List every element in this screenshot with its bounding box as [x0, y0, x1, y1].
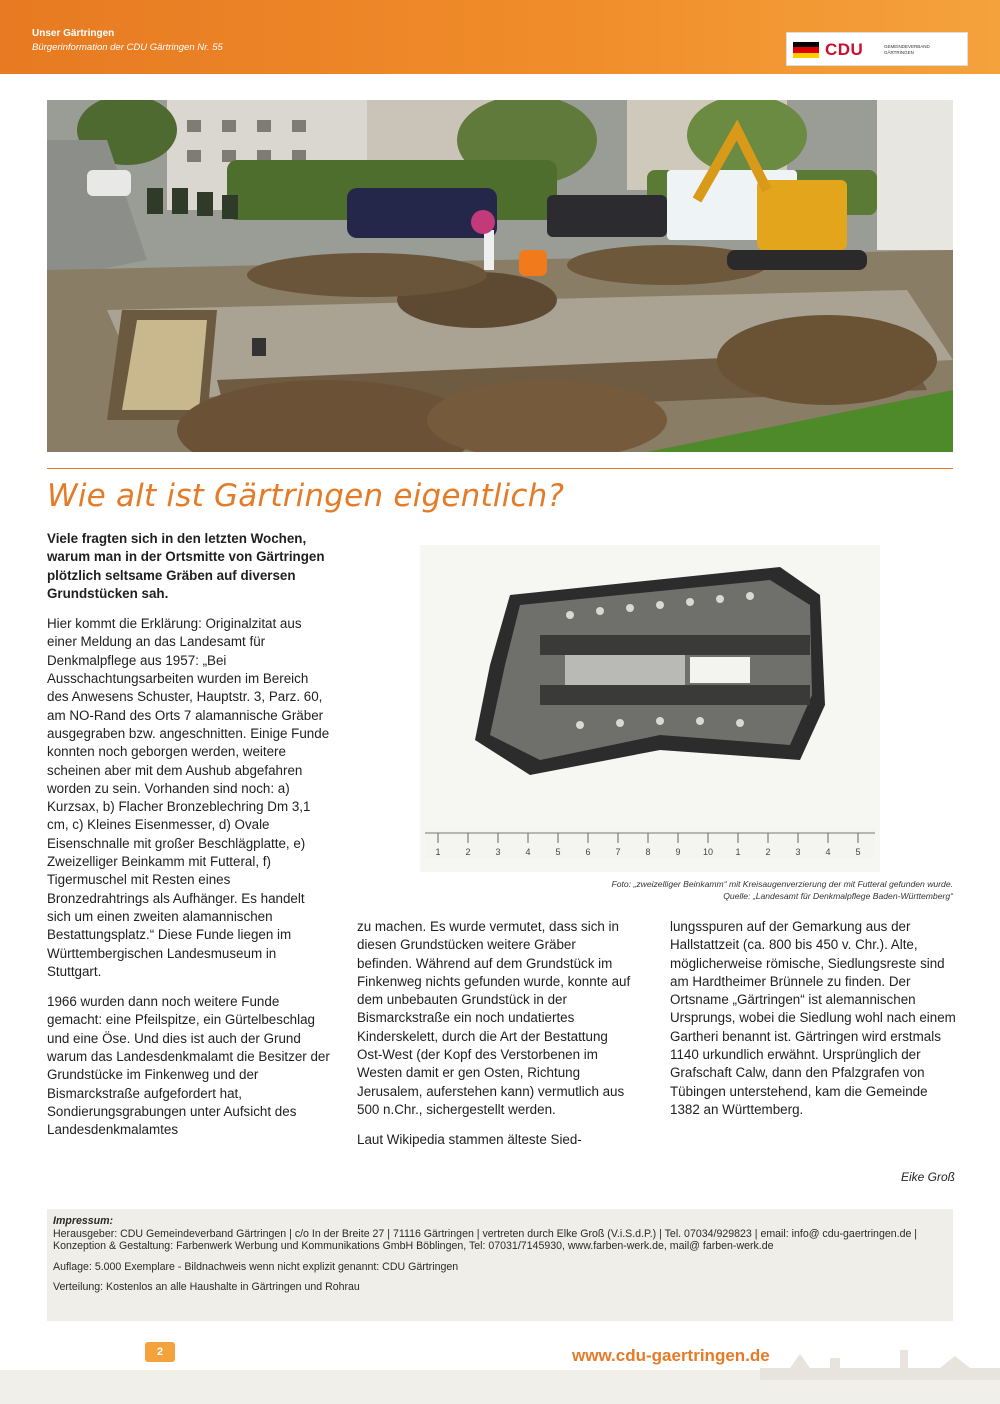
flag-icon	[793, 42, 819, 58]
ruler-label: 5	[855, 847, 861, 857]
header-band	[0, 0, 1000, 74]
ruler-label: 5	[555, 847, 561, 857]
ruler-label: 1	[435, 847, 441, 857]
article-paragraph-3: zu machen. Es wurde vermutet, dass sich in diesen Grundstücken weitere Gräber befinden. Während auf dem Grundstück im Finkenweg nichts gefunden wurde, konnte auf dem unbebauten Grundstück in der Bismarckstraße ein noch undatiertes Kinderskelett, durch die Art der Bestattung Ost-West (der Kopf des Verstorbenen im Westen damit er gen Osten, Richtung Jerusalem, auferstehen kann) vermutlich aus 500 n.Chr., sichergestellt werden.	[357, 919, 631, 1117]
publication-title: Unser Gärtringen	[32, 28, 115, 39]
website-link[interactable]: www.cdu-gaertringen.de	[572, 1346, 770, 1365]
page-number: 2	[145, 1342, 175, 1362]
ruler-label: 7	[615, 847, 621, 857]
ruler-label: 4	[525, 847, 531, 857]
article-author: Eike Groß	[900, 1170, 955, 1184]
excavation-photo	[47, 100, 953, 452]
article-paragraph-4: Laut Wikipedia stammen älteste Sied-	[357, 1132, 582, 1148]
imprint-publisher: Herausgeber: CDU Gemeindeverband Gärtringen | c/o In der Breite 27 | 71116 Gärtringen | vertreten durch Elke Groß (V.i.S.d.P.) | Tel. 07034/929823 | email: info@ cdu-gaertringen.de | Konzeption & Gestaltung: Farbenwerk Werbung und Kommunikations GmbH Böblingen, Tel: 07031/7145930, www.farben-werk.de, mail@ farben-werk.de	[53, 1227, 918, 1252]
ruler-label: 1	[735, 847, 741, 857]
logo-subtext: GEMEINDEVERBAND GÄRTRINGEN	[884, 44, 930, 55]
article-lead: Viele fragten sich in den letzten Wochen, warum man in der Ortsmitte von Gärtringen plötzlich seltsame Gräben auf diversen Grundstücken sah.	[47, 531, 325, 601]
imprint-distribution: Verteilung: Kostenlos an alle Haushalte in Gärtringen und Rohrau	[53, 1281, 360, 1293]
article-paragraph-5: lungsspuren auf der Gemarkung aus der Hallstattzeit (ca. 800 bis 450 v. Chr.). Alte, möglicherweise römische, Siedlungsreste sind am Hardtheimer Brünnele zu finden. Der Ortsname „Gärtringen“ ist alemannischen Ursprungs, wobei die Siedlung wohl nach einem Gartheri benannt ist. Gärtringen wird erstmals 1140 urkundlich erwähnt. Ursprünglich der Grafschaft Calw, dann den Pfalzgrafen von Tübingen unterstehend, kam die Gemeinde 1382 an Württemberg.	[670, 919, 956, 1117]
imprint-box	[47, 1209, 953, 1321]
caption-line-1: Foto: „zweizelliger Beinkamm“ mit Kreisaugenverzierung der mit Futteral gefunden wurde.	[611, 879, 953, 889]
imprint-edition: Auflage: 5.000 Exemplare - Bildnachweis wenn nicht explizit genannt: CDU Gärtringen	[53, 1260, 459, 1273]
ruler-label: 2	[465, 847, 471, 857]
ruler-label: 3	[795, 847, 801, 857]
article-paragraph-2: 1966 wurden dann noch weitere Funde gemacht: eine Pfeilspitze, ein Gürtelbeschlag und eine Öse. Und dies ist auch der Grund warum das Landesdenkmalamt die Besitzer der Grundstücke im Finkenweg und der Bismarckstraße aufgefordert hat, Sondierungsgrabungen unter Aufsicht des Landesdenkmalamtes	[47, 994, 330, 1138]
column-3	[670, 918, 960, 1131]
photo-caption	[453, 878, 953, 902]
publication-subtitle: Bürgerinformation der CDU Gärtringen Nr. 55	[32, 42, 223, 53]
bone-comb-photo	[420, 545, 880, 872]
ruler-label: 6	[585, 847, 591, 857]
column-1	[47, 530, 331, 1152]
ruler-label: 3	[495, 847, 501, 857]
ruler-label: 9	[675, 847, 681, 857]
article-paragraph-1: Hier kommt die Erklärung: Originalzitat aus einer Meldung an das Landesamt für Denkmalpflege aus 1957: „Bei Ausschachtungsarbeiten wurden im Bereich des Anwesens Schuster, Hauptstr. 3, Parz. 60, am NO-Rand des Orts 7 alamannische Gräber ausgegraben bzw. angeschnitten. Einige Funde konnten noch geborgen werden, weitere scheinen aber mit dem Aushub abgefahren worden zu sein. Vorhanden sind noch: a) Kurzsax, b) Flacher Bronzeblechring Dm 3,1 cm, c) Kleines Eisenmesser, d) Ovale Eisenschnalle mit großer Beschlägplatte, e) Zweizelliger Beinkamm mit Futteral, f) Tigermuschel mit Resten eines Bronzedrahtrings als Aufhänger. Es handelt sich um einen zweiten alamannischen Bestattungsplatz.“ Diese Funde liegen im Württembergischen Landesmuseum in Stuttgart.	[47, 616, 330, 979]
ruler-label: 2	[765, 847, 771, 857]
headline-rule	[47, 468, 953, 469]
ruler-label: 10	[702, 847, 714, 857]
footer-band	[0, 1370, 1000, 1404]
imprint-title: Impressum:	[53, 1215, 114, 1227]
ruler-label: 4	[825, 847, 831, 857]
article-headline: Wie alt ist Gärtringen eigentlich?	[47, 478, 565, 514]
column-2	[357, 918, 633, 1162]
logo-text: CDU	[825, 40, 864, 59]
cdu-logo	[786, 32, 968, 66]
caption-line-2: Quelle: „Landesamt für Denkmalpflege Baden-Württemberg“	[723, 891, 953, 901]
ruler-label: 8	[645, 847, 651, 857]
